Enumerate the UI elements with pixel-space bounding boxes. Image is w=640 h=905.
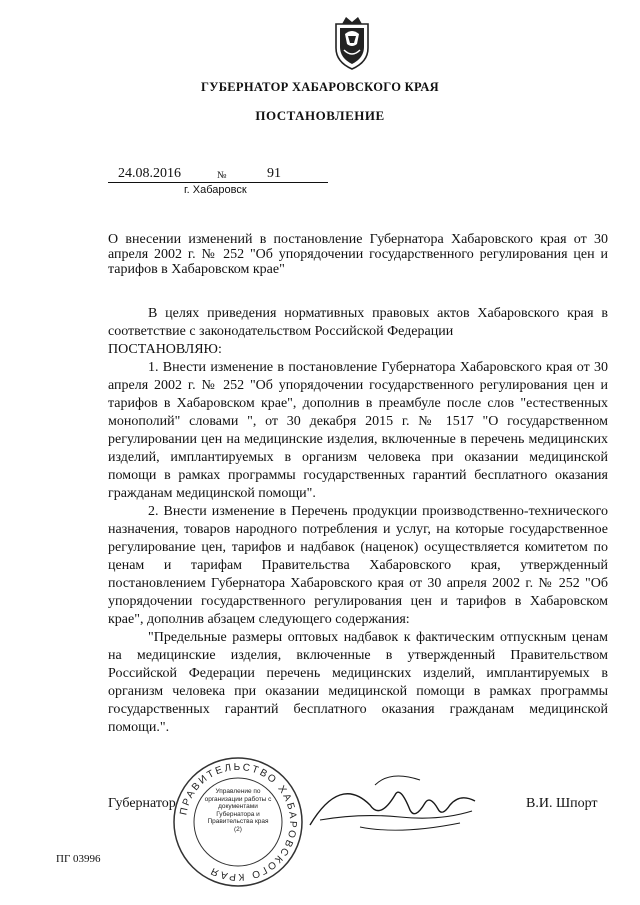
document-date: 24.08.2016 xyxy=(118,166,181,181)
official-stamp xyxy=(168,752,308,892)
preamble-paragraph: В целях приведения нормативных правовых актов Хабаровского края в соответствие с законодательством Российской Федерации xyxy=(108,306,608,339)
document-title: О внесении изменений в постановление Губернатора Хабаровского края от 30 апреля 2002 г. № 252 "Об упорядочении государственного регулирования цен и тарифов в Хабаровском крае" xyxy=(108,232,608,277)
date-number-underline xyxy=(108,182,328,183)
stamp-inner-text: Управление по организации работы с документами Губернатора и Правительства края xyxy=(204,788,272,825)
stamp-number: (2) xyxy=(234,825,242,833)
quoted-addition-paragraph: "Предельные размеры оптовых надбавок к фактическим отпускным ценам на медицинские изделия, включенные в утвержденный Правительством Российской Федерации перечень медицинских изделий, имплантируемых в организм человека при оказании медицинской помощи в рамках программы государственных гарантий бесплатного оказания гражданам медицинской помощи.". xyxy=(108,630,608,735)
signatory-name: В.И. Шпорт xyxy=(526,796,598,811)
item-2-paragraph: 2. Внести изменение в Перечень продукции производственно-технического назначения, товаров народного потребления и услуг, на которые государственное регулирование цен, тарифов и надбавок (наценок) осуществляется комитетом по ценам и тарифам Правительства Хабаровского края, утвержденный постановлением Губернатора Хабаровского края от 30 апреля 2002 г. № 252 "Об упорядочении государственного регулирования цен и тарифов в Хабаровском крае", дополнив абзацем следующего содержания: xyxy=(108,504,608,627)
handwritten-signature xyxy=(300,765,480,845)
authority-heading: ГУБЕРНАТОР ХАБАРОВСКОГО КРАЯ xyxy=(200,80,440,94)
document-type-heading: ПОСТАНОВЛЕНИЕ xyxy=(255,108,385,123)
document-number: 91 xyxy=(267,166,281,181)
document-body xyxy=(108,305,608,737)
signatory-position: Губернатор xyxy=(108,796,176,811)
item-1-paragraph: 1. Внести изменение в постановление Губернатора Хабаровского края от 30 апреля 2002 г. № 252 "Об упорядочении государственного регулирования цен и тарифов в Хабаровском крае", дополнив в преамбуле после слов "естественных монополий" словами ", от 30 декабря 2015 г. № 1517 "О государственном регулировании цен на медицинские изделия, включенные в перечень медицинских изделий, имплантируемых в организм человека при оказании медицинской помощи в рамках программы государственных гарантий бесплатного оказания гражданам медицинской помощи". xyxy=(108,360,608,501)
stamp-ring-text: ПРАВИТЕЛЬСТВО ХАБАРОВСКОГО КРАЯ xyxy=(178,761,299,883)
coat-of-arms-emblem xyxy=(330,14,374,72)
number-sign: № xyxy=(217,170,227,181)
form-code: ПГ 03996 xyxy=(56,853,101,865)
document-city: г. Хабаровск xyxy=(184,184,247,196)
resolve-heading: ПОСТАНОВЛЯЮ: xyxy=(108,342,222,357)
